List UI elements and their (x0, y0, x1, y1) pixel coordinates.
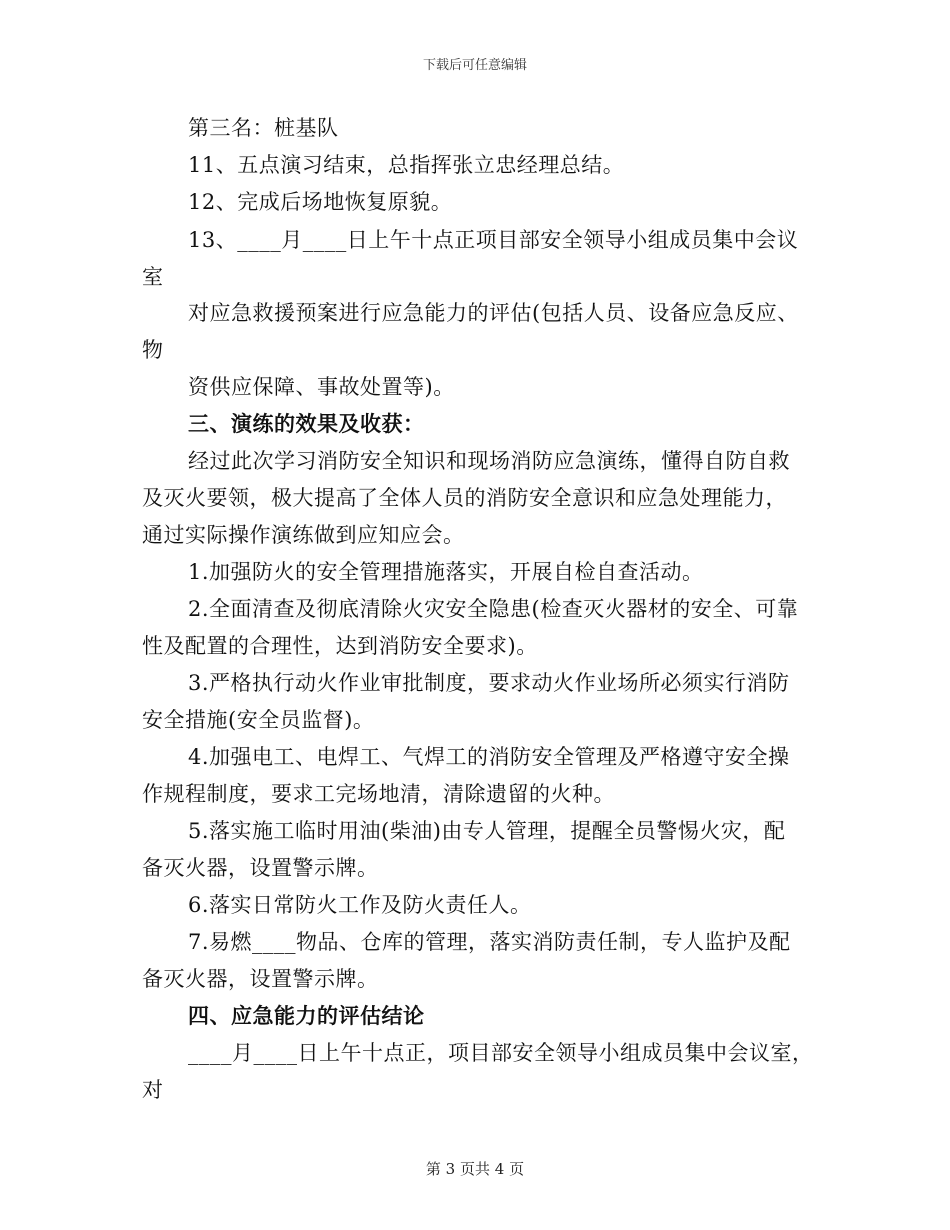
text-line: 及灭火要领，极大提高了全体人员的消防安全意识和应急处理能力， (142, 486, 787, 510)
text-line: 对应急救援预案进行应急能力的评估(包括人员、设备应急反应、 (188, 301, 799, 325)
text-line: 备灭火器，设置警示牌。 (142, 967, 379, 991)
text-line: 1.加强防火的安全管理措施落实，开展自检自查活动。 (188, 560, 704, 584)
text-line: 室 (142, 265, 164, 289)
text-line: 安全措施(安全员监督)。 (142, 708, 375, 732)
section-heading: 四、应急能力的评估结论 (188, 1003, 425, 1028)
text-line: 经过此次学习消防安全知识和现场消防应急演练，懂得自防自救 (188, 449, 790, 473)
text-line: 性及配置的合理性，达到消防安全要求)。 (142, 634, 538, 658)
page-footer: 第 3 页共 4 页 (425, 1160, 525, 1178)
text-line: 11、五点演习结束，总指挥张立忠经理总结。 (188, 153, 625, 177)
text-line: 资供应保障、事故处置等)。 (188, 375, 455, 399)
text-line: 第三名：桩基队 (188, 116, 339, 140)
section-heading: 三、演练的效果及收获： (188, 411, 425, 436)
text-line: 6.落实日常防火工作及防火责任人。 (188, 893, 532, 917)
text-line: 对 (142, 1078, 164, 1102)
text-line: 5.落实施工临时用油(柴油)由专人管理，提醒全员警惕火灾，配 (188, 819, 786, 843)
text-line: 12、完成后场地恢复原貌。 (188, 190, 453, 214)
page-header: 下载后可任意编辑 (422, 58, 527, 73)
text-line: 物 (142, 338, 164, 362)
text-line: 7.易燃____物品、仓库的管理，落实消防责任制，专人监护及配 (188, 930, 791, 954)
text-line: 备灭火器，设置警示牌。 (142, 856, 379, 880)
text-line: 作规程制度，要求工完场地清，清除遗留的火种。 (142, 782, 615, 806)
text-line: 4.加强电工、电焊工、气焊工的消防安全管理及严格遵守安全操 (188, 745, 790, 769)
text-line: 13、____月____日上午十点正项目部安全领导小组成员集中会议 (188, 228, 799, 252)
text-line: 通过实际操作演练做到应知应会。 (142, 523, 465, 547)
text-line: 3.严格执行动火作业审批制度，要求动火作业场所必须实行消防 (188, 671, 790, 695)
text-line: 2.全面清查及彻底清除火灾安全隐患(检查灭火器材的安全、可靠 (188, 597, 799, 621)
text-line: ____月____日上午十点正，项目部安全领导小组成员集中会议室， (188, 1041, 814, 1065)
